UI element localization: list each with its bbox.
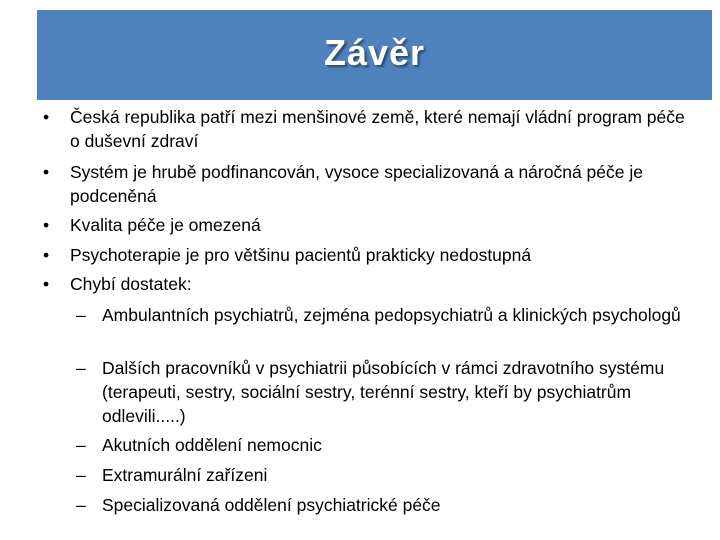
title-bar	[37, 10, 712, 100]
dash-marker: –	[76, 358, 86, 378]
bullet-item	[43, 272, 690, 296]
bullet-marker: •	[43, 245, 50, 265]
sub-bullet-item	[76, 303, 692, 327]
bullet-text: Česká republika patří mezi menšinové země, které nemají vládní program péče o duševní zdraví	[70, 107, 685, 151]
bullet-marker: •	[43, 274, 50, 294]
bullet-item	[43, 160, 690, 208]
bullet-item	[43, 213, 690, 237]
bullet-marker: •	[43, 215, 50, 235]
sub-bullet-text: Akutních oddělení nemocnic	[102, 435, 322, 455]
sub-bullet-text: Extramurální zařízeni	[102, 465, 268, 485]
sub-bullet-item	[76, 356, 692, 428]
bullet-text: Chybí dostatek:	[70, 274, 192, 294]
dash-marker: –	[76, 465, 86, 485]
dash-marker: –	[76, 435, 86, 455]
bullet-item	[43, 105, 690, 153]
sub-bullet-item	[76, 463, 692, 487]
bullet-text: Systém je hrubě podfinancován, vysoce specializovaná a náročná péče je podceněná	[70, 162, 643, 206]
dash-marker: –	[76, 495, 86, 515]
sub-bullet-text: Specializovaná oddělení psychiatrické péče	[102, 495, 441, 515]
bullet-marker: •	[43, 107, 50, 127]
sub-bullet-text: Dalších pracovníků v psychiatrii působících v rámci zdravotního systému (terapeuti, sestry, sociální sestry, terénní sestry, kteří by psychiatrům odlevili.....)	[102, 358, 665, 426]
dash-marker: –	[76, 305, 86, 325]
bullet-marker: •	[43, 162, 50, 182]
sub-bullet-item	[76, 493, 692, 517]
bullet-item	[43, 243, 690, 267]
bullet-text: Psychoterapie je pro většinu pacientů prakticky nedostupná	[70, 245, 532, 265]
slide-title: Závěr	[323, 32, 426, 73]
bullet-text: Kvalita péče je omezená	[70, 215, 261, 235]
sub-bullet-text: Ambulantních psychiatrů, zejména pedopsychiatrů a klinických psychologů	[102, 305, 681, 325]
sub-bullet-item	[76, 433, 692, 457]
